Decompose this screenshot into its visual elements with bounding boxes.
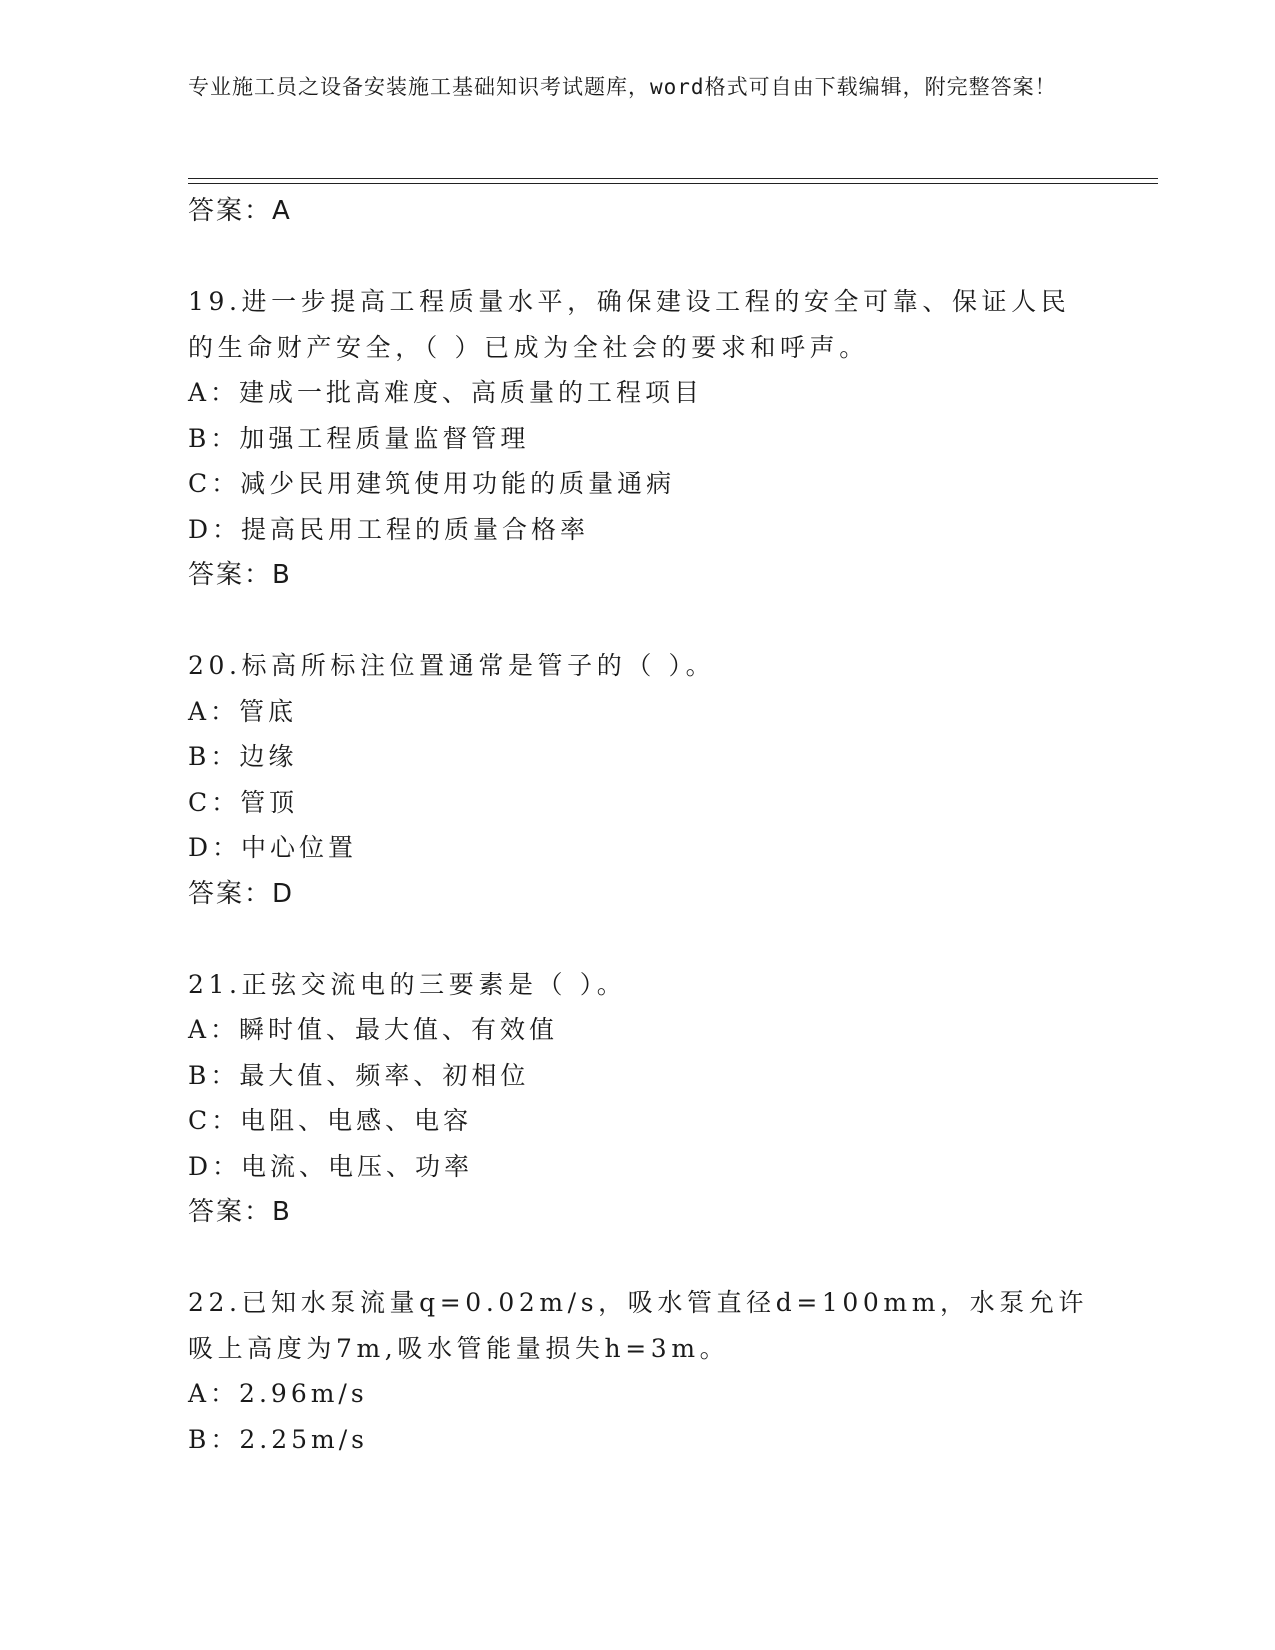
- question-text: 22.已知水泵流量q=0.02m/s，吸水管直径d=100mm，水泵允许吸上高度为7m,吸水管能量损失h=3m。: [188, 1288, 1089, 1363]
- option-b: B：加强工程质量监督管理: [188, 423, 530, 453]
- question-19: [188, 279, 1088, 598]
- option-d: D：提高民用工程的质量合格率: [188, 514, 590, 544]
- option-a: A：建成一批高难度、高质量的工程项目: [188, 378, 704, 407]
- option-b: B：最大值、频率、初相位: [188, 1060, 530, 1090]
- answer-line: 答案：D: [188, 878, 295, 909]
- option-a: A：管底: [188, 696, 298, 726]
- option-a: A：2.96m/s: [188, 1379, 368, 1408]
- question-text: 21.正弦交流电的三要素是（ ）。: [188, 969, 627, 999]
- question-22: [188, 1280, 1088, 1462]
- option-c: C：减少民用建筑使用功能的质量通病: [188, 469, 676, 498]
- question-20: [188, 643, 1088, 917]
- answer-line: 答案：B: [188, 560, 292, 590]
- document-header: 专业施工员之设备安装施工基础知识考试题库，word格式可自由下载编辑，附完整答案！: [188, 75, 1057, 99]
- option-a: A：瞬时值、最大值、有效值: [188, 1015, 559, 1044]
- answer-line: 答案：B: [188, 1197, 292, 1227]
- answer-line: 答案：A: [188, 196, 292, 226]
- document-body: [188, 188, 1088, 1462]
- question-text: 20.标高所标注位置通常是管子的（ ）。: [188, 651, 716, 680]
- header-rule-top: [188, 178, 1158, 179]
- question-text: 19.进一步提高工程质量水平，确保建设工程的安全可靠、保证人民的生命财产安全，（ ）已成为全社会的要求和呼声。: [188, 287, 1071, 362]
- option-b: B：2.25m/s: [188, 1424, 368, 1454]
- question-21: [188, 962, 1088, 1236]
- option-c: C：电阻、电感、电容: [188, 1106, 473, 1135]
- option-d: D：中心位置: [188, 833, 358, 862]
- header-rule-bottom: [188, 183, 1158, 184]
- option-b: B：边缘: [188, 742, 298, 771]
- option-c: C：管顶: [188, 787, 299, 817]
- option-d: D：电流、电压、功率: [188, 1151, 474, 1181]
